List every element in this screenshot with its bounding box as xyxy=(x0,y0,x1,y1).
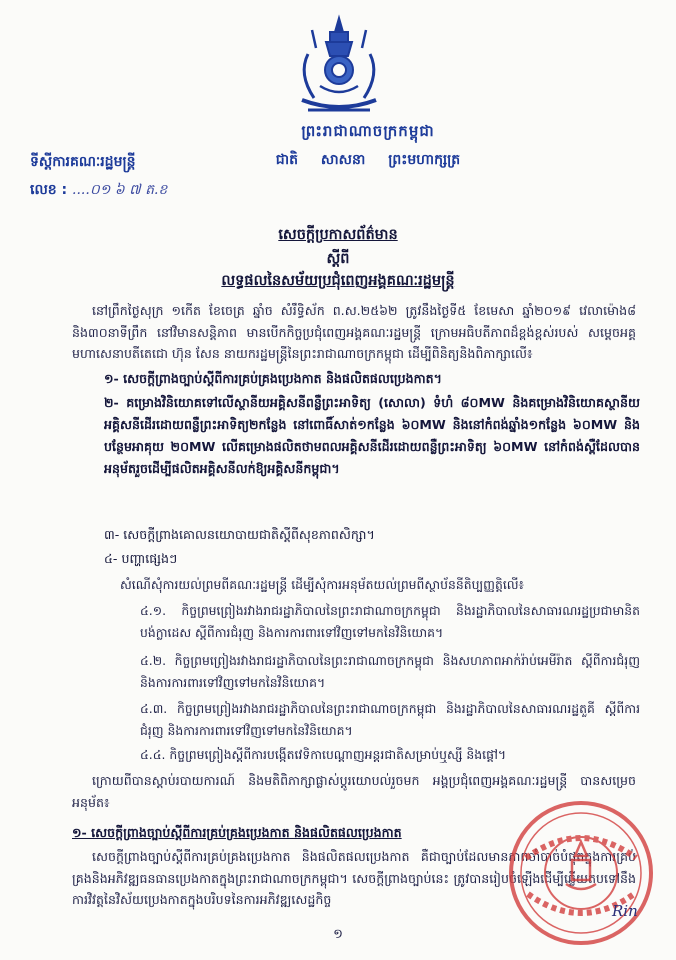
sub-item-4-2: ៤.២. កិច្ចព្រមព្រៀងរវាងរាជរដ្ឋាភិបាលនៃព្រះរាជាណាចក្រកម្ពុជា និងសហភាពអាក់រ៉ាប់អេមីរ៉ាត ស្ដីពីការជំរុញ និងការការពារទៅវិញទៅមកនៃវិនិយោគ។ xyxy=(140,653,640,690)
other-issues-intro: សំណើសុំការយល់ព្រមពីគណៈរដ្ឋមន្ត្រី ដើម្បីសុំការអនុម័តយល់ព្រមពីស្ថាប័ននីតិប្បញ្ញត្តិលើ៖ xyxy=(120,577,525,592)
document-title: សេចក្ដីប្រកាសព័ត៌មាន xyxy=(278,227,398,243)
sub-item-4-1: ៤.១. កិច្ចព្រមព្រៀងរវាងរាជរដ្ឋាភិបាលនៃព្រះរាជាណាចក្រកម្ពុជា និងរដ្ឋាភិបាលនៃសាធារណរដ្ឋប្រជាមានិតបង់ក្លាដេស ស្ដីពីការជំរុញ និងការការពារទៅវិញទៅមកនៃវិនិយោគ។ xyxy=(140,603,640,640)
national-motto: ជាតិ សាសនា ព្រះមហាក្សត្រ xyxy=(275,152,461,168)
intro-paragraph: នៅព្រឹកថ្ងៃសុក្រ ១កើត ខែចេត្រ ឆ្នាំច សំរឹទ្ធិស័ក ព.ស.២៥៦២ ត្រូវនឹងថ្ងៃទី៥ ខែមេសា ឆ្នាំ២០១៩ វេលាម៉ោង៨ និង៣០នាទីព្រឹក នៅវិមានសន្តិភាព មានបើកកិច្ចប្រជុំពេញអង្គគណៈរដ្ឋមន្ត្រី ក្រោមអធិបតីភាពដ៏ខ្ពង់ខ្ពស់របស់ សម្ដេចអគ្គមហាសេនាបតីតេជោ ហ៊ុន សែន នាយករដ្ឋមន្ត្រីនៃព្រះរាជាណាចក្រកម្ពុជា ដើម្បីពិនិត្យនិងពិភាក្សាលើ៖ xyxy=(72,303,636,361)
title-about: ស្ដីពី xyxy=(326,251,350,267)
signature: Rin xyxy=(612,902,638,920)
agenda-item-1: ១- សេចក្ដីព្រាងច្បាប់ស្ដីពីការគ្រប់គ្រងប្រេងកាត និងផលិតផលប្រេងកាត។ xyxy=(104,371,442,386)
sub-item-4-3: ៤.៣. កិច្ចព្រមព្រៀងរវាងរាជរដ្ឋាភិបាលនៃព្រះរាជាណាចក្រកម្ពុជា និងរដ្ឋាភិបាលនៃសាធារណរដ្ឋតួគី ស្ដីពីការជំរុញ និងការការពារទៅវិញទៅមកនៃវិនិយោគ។ xyxy=(140,701,640,738)
office-name: ទីស្ដីការគណៈរដ្ឋមន្ត្រី xyxy=(30,154,136,170)
document-number xyxy=(30,180,167,201)
number-value: ....០១ ៦ ៧ ត.ខ xyxy=(72,182,168,198)
page-number: ១ xyxy=(333,927,343,942)
agenda-item-3: ៣- សេចក្ដីព្រាងគោលនយោបាយជាតិស្ដីពីសុខភាពសិក្សា។ xyxy=(104,527,375,542)
agenda-item-2: ២- គម្រោងវិនិយោគទៅលើស្ថានីយអគ្គិសនីពន្លឺព្រះអាទិត្យ (សោលា) ទំហំ ៨០MW និងគម្រោងវិនិយោគស្ថានីយអគ្គិសនីដើរដោយពន្លឺព្រះអាទិត្យ២កន្លែង នៅពោធិ៍សាត់១កន្លែង ៦០MW និងនៅកំពង់ឆ្នាំង១កន្លែង ៦០MW និងបន្ថែមអាគុយ ២០MW លើគម្រោងផលិតថាមពលអគ្គិសនីដើរដោយពន្លឺព្រះអាទិត្យ ៦០MW នៅកំពង់ស្ពឺដែលបានអនុម័តរួចដើម្បីផលិតអគ្គិសនីលក់ឱ្យអគ្គិសនីកម្ពុជា។ xyxy=(104,395,640,476)
document-subject: លទ្ធផលនៃសម័យប្រជុំពេញអង្គគណៈរដ្ឋមន្ត្រី xyxy=(221,273,455,289)
decision-intro: ក្រោយពីបានស្ដាប់របាយការណ៍ និងមតិពិភាក្សាផ្លាស់ប្ដូរយោបល់រួចមក អង្គប្រជុំពេញអង្គគណៈរដ្ឋមន្ត្រី បានសម្រេចអនុម័ត៖ xyxy=(72,773,636,810)
decision-body: សេចក្ដីព្រាងច្បាប់ស្ដីពីការគ្រប់គ្រងប្រេងកាត និងផលិតផលប្រេងកាត គឺជាច្បាប់ដែលមានភាពចាំបាច់បំផុតក្នុងការគ្រប់គ្រងនិងអភិវឌ្ឍធនធានប្រេងកាតក្នុងព្រះរាជាណាចក្រកម្ពុជា។ សេចក្ដីព្រាងច្បាប់នេះ ត្រូវបានរៀបចំឡើងដើម្បីឆ្លើយតបទៅនឹងការវិវត្តនៃវិស័យប្រេងកាតក្នុងបរិបទនៃការអភិវឌ្ឍសេដ្ឋកិច្ច xyxy=(72,849,636,907)
agenda-item-4: ៤- បញ្ហាផ្សេងៗ xyxy=(104,551,178,566)
royal-emblem-icon xyxy=(288,14,390,122)
kingdom-name: ព្រះរាជាណាចក្រកម្ពុជា xyxy=(301,122,435,140)
decision-heading: ១- សេចក្ដីព្រាងច្បាប់ស្ដីពីការគ្រប់គ្រងប្រេងកាត និងផលិតផលប្រេងកាត xyxy=(72,825,402,840)
sub-item-4-4: ៤.៤. កិច្ចព្រមព្រៀងស្ដីពីការបង្កើតវេទិកាបេណ្ដាញអន្តរជាតិសម្រាប់ឬស្សី និងផ្ដៅ។ xyxy=(140,747,507,762)
number-label: លេខ : xyxy=(30,182,68,198)
